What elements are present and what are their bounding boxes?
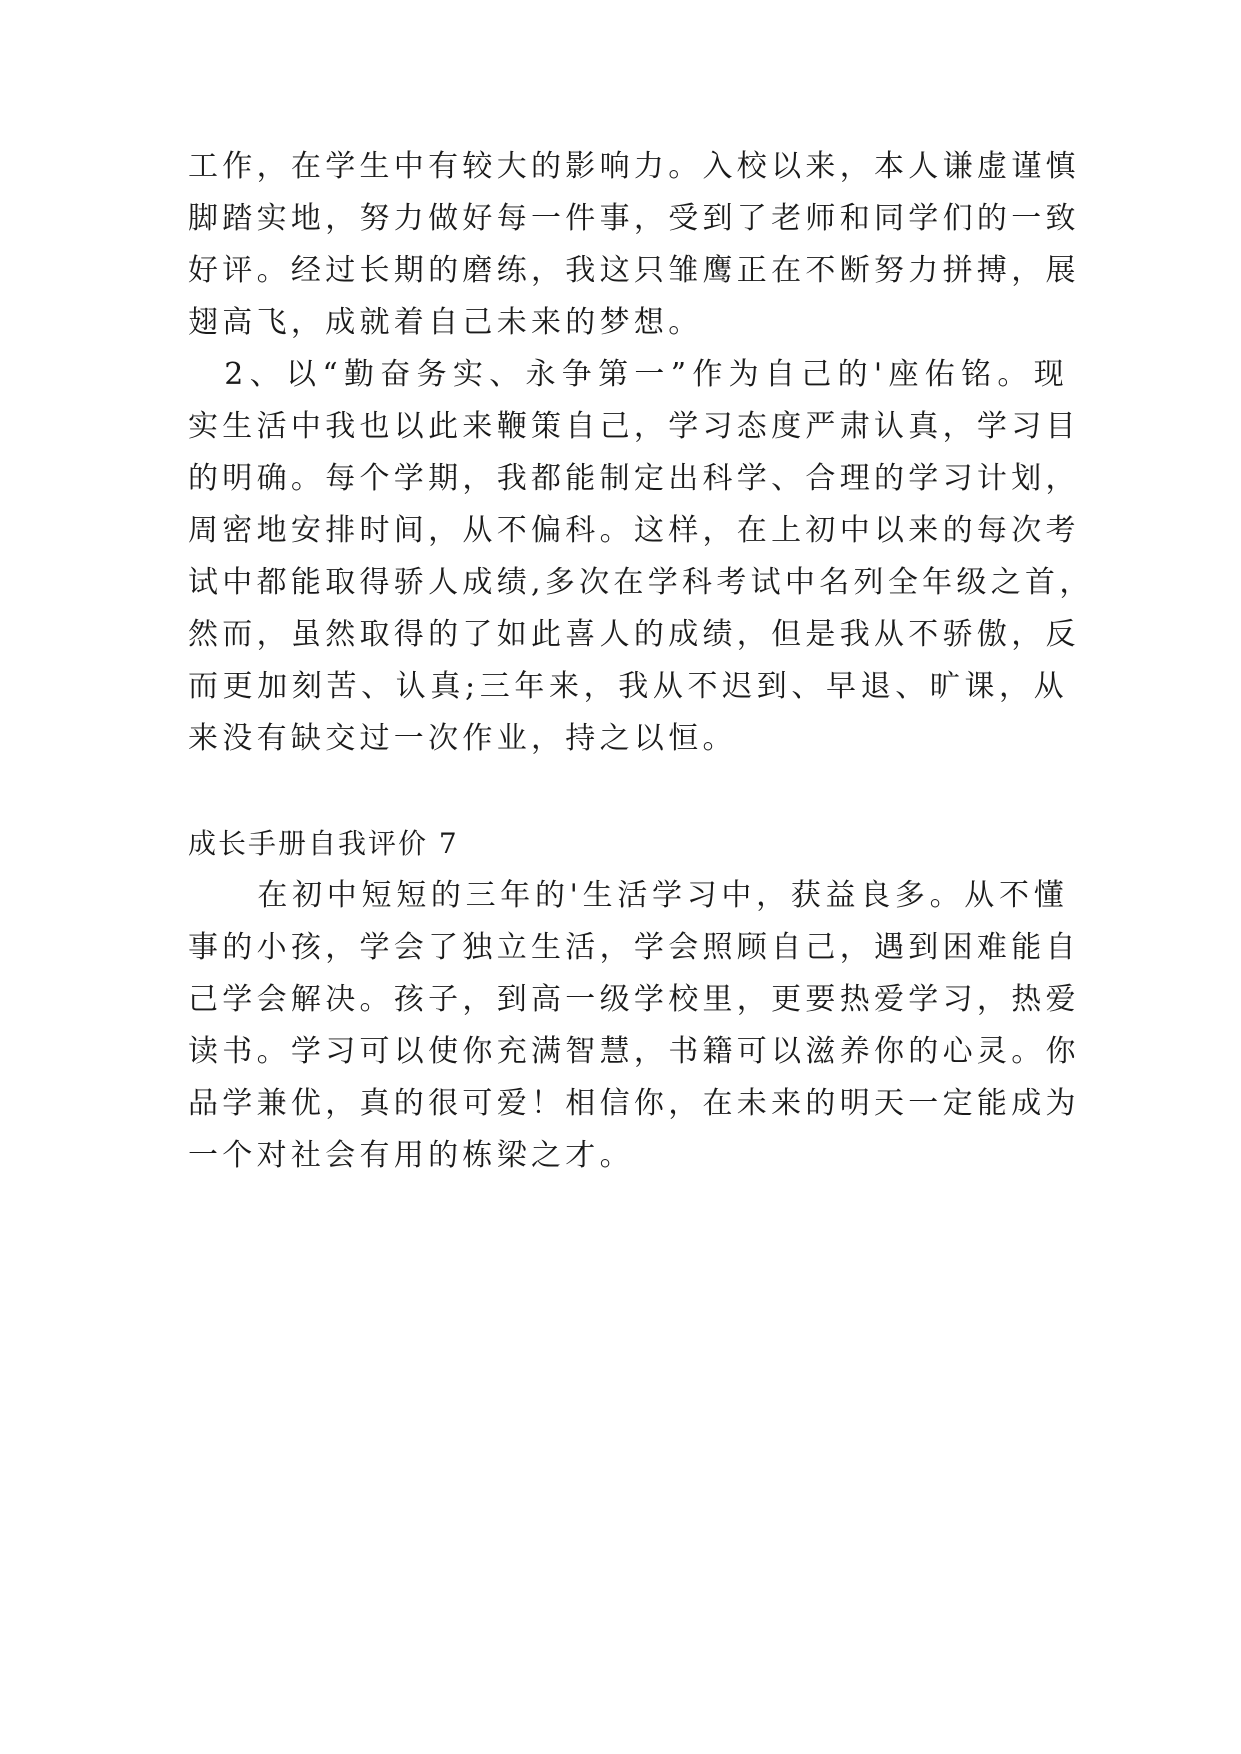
paragraph-3-line-4: 读书。学习可以使你充满智慧，书籍可以滋养你的心灵。你 [188, 1034, 1080, 1069]
section-heading: 成长手册自我评价 7 [188, 827, 459, 860]
paragraph-2-line-3: 的明确。每个学期，我都能制定出科学、合理的学习计划， [188, 461, 1080, 496]
paragraph-2-line-5: 试中都能取得骄人成绩,多次在学科考试中名列全年级之首， [188, 565, 1094, 600]
paragraph-2-line-8: 来没有缺交过一次作业，持之以恒。 [188, 721, 737, 756]
paragraph-2-line-2: 实生活中我也以此来鞭策自己，学习态度严肃认真，学习目 [188, 409, 1080, 444]
paragraph-2-line-6: 然而，虽然取得的了如此喜人的成绩，但是我从不骄傲，反 [188, 617, 1080, 652]
paragraph-3-line-5: 品学兼优，真的很可爱！相信你，在未来的明天一定能成为 [188, 1086, 1080, 1121]
paragraph-1-line-3: 好评。经过长期的磨练，我这只雏鹰正在不断努力拼搏，展 [188, 253, 1080, 288]
paragraph-1-line-2: 脚踏实地，努力做好每一件事，受到了老师和同学们的一致 [188, 201, 1080, 236]
paragraph-2-line-4: 周密地安排时间，从不偏科。这样，在上初中以来的每次考 [188, 513, 1080, 548]
paragraph-2-line-7: 而更加刻苦、认真;三年来，我从不迟到、早退、旷课，从 [188, 669, 1068, 704]
paragraph-3-line-6: 一个对社会有用的栋梁之才。 [188, 1138, 634, 1173]
paragraph-2-line-1: 2、以“勤奋务实、永争第一”作为自己的'座佑铭。现 [188, 357, 1068, 392]
paragraph-1-line-1: 工作，在学生中有较大的影响力。入校以来，本人谦虚谨慎 [188, 149, 1080, 184]
paragraph-3-line-2: 事的小孩，学会了独立生活，学会照顾自己，遇到困难能自 [188, 930, 1080, 965]
paragraph-1-line-4: 翅高飞，成就着自己未来的梦想。 [188, 305, 703, 340]
paragraph-3-line-3: 己学会解决。孩子，到高一级学校里，更要热爱学习，热爱 [188, 982, 1080, 1017]
paragraph-3-line-1: 在初中短短的三年的'生活学习中，获益良多。从不懂 [188, 878, 1068, 913]
